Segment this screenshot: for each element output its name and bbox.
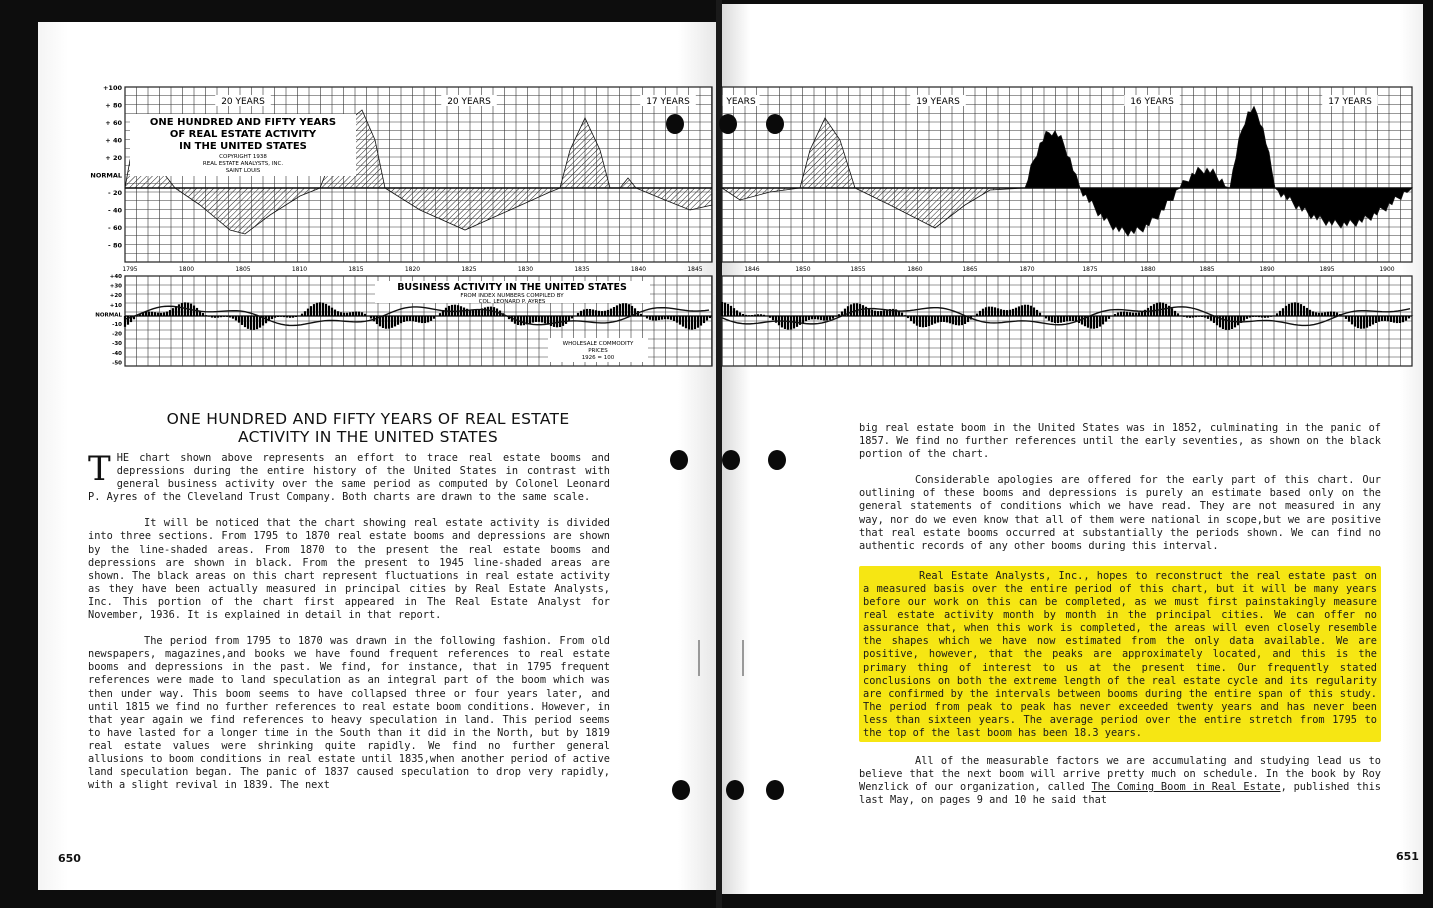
binder-hole bbox=[726, 780, 744, 800]
business-title: BUSINESS ACTIVITY IN THE UNITED STATES bbox=[397, 282, 627, 293]
paragraph-1: HE chart shown above represents an effort to trace real estate booms and depressions during the entire history of the United States in contrast with general business activity over the same period as computed by Colonel Leonard P. Ayres of the Cleveland Trust Company. Both charts are drawn to the same scale. bbox=[88, 452, 610, 504]
right-column bbox=[859, 422, 1381, 820]
y-tick-label: - 20 bbox=[107, 189, 122, 197]
binder-hole bbox=[766, 114, 784, 134]
paragraph-r4 bbox=[859, 755, 1381, 807]
x-tick-label: 1820 bbox=[404, 266, 421, 273]
y-tick-label: +10 bbox=[109, 302, 122, 309]
wholesale-label-2: PRICES bbox=[588, 348, 608, 354]
page-number-left: 650 bbox=[58, 852, 81, 865]
x-tick-label: 1875 bbox=[1082, 266, 1098, 273]
x-tick-label: 1895 bbox=[1319, 266, 1335, 273]
binder-hole bbox=[670, 450, 688, 470]
y-tick-label: NORMAL bbox=[95, 312, 122, 319]
y-tick-label: -50 bbox=[112, 360, 122, 367]
chart-copyright-line2: REAL ESTATE ANALYSTS, INC. bbox=[202, 161, 284, 167]
paragraph-r1: big real estate boom in the United States was in 1852, culminating in the panic of 1857. We find no further references until the early seventies, as shown on the black portion of the chart. bbox=[859, 422, 1381, 461]
x-tick-label: 1800 bbox=[178, 266, 195, 273]
x-tick-label: 1846 bbox=[744, 266, 760, 273]
binder-hole bbox=[766, 780, 784, 800]
drop-cap: T bbox=[88, 449, 111, 489]
y-tick-label: - 60 bbox=[107, 224, 122, 232]
binder-hole bbox=[722, 450, 740, 470]
paragraph-r2: Considerable apologies are offered for the early part of this chart. Our outlining of these booms and depressions is purely an estimate based only on the general statements of conditions which we have read. They are not measured in any way, nor do we even know that all of them were national in scope,but we are positive that real estate booms occurred at substantially the periods shown. We can find no authentic records of any other booms during this interval. bbox=[859, 474, 1381, 552]
x-tick-label: 1885 bbox=[1199, 266, 1215, 273]
article-title-line1: ONE HUNDRED AND FIFTY YEARS OF REAL ESTATE bbox=[166, 410, 570, 428]
x-tick-label: 1860 bbox=[907, 266, 923, 273]
x-tick-label: 1815 bbox=[348, 266, 364, 273]
business-subtitle-2: COL. LEONARD P. AYRES bbox=[478, 299, 546, 305]
y-tick-label: -40 bbox=[112, 350, 122, 357]
y-tick-label: - 80 bbox=[107, 241, 122, 250]
paragraph-r4-end: , published this last May, on pages 9 and 10 he said that bbox=[859, 781, 1381, 807]
x-tick-label: 1850 bbox=[795, 266, 811, 273]
x-tick-label: 1900 bbox=[1379, 266, 1395, 273]
business-subtitle-1: FROM INDEX NUMBERS COMPILED BY bbox=[460, 293, 564, 299]
paragraph-r4-start: All of the measurable factors we are accumulating and studying lead us to believe that the next boom will arrive pretty much on schedule. In the book by Roy Wenzlick of our organization, called bbox=[859, 755, 1381, 794]
binder-mark bbox=[698, 640, 700, 676]
binder-hole bbox=[768, 450, 786, 470]
x-tick-label: 1805 bbox=[235, 266, 251, 273]
chart-title-line2: OF REAL ESTATE ACTIVITY bbox=[169, 129, 317, 140]
real-estate-chart bbox=[0, 0, 1433, 380]
x-tick-label: 1810 bbox=[291, 266, 308, 273]
y-tick-label: -10 bbox=[112, 322, 122, 328]
y-tick-label: + 40 bbox=[105, 136, 122, 145]
x-tick-label: 1855 bbox=[850, 266, 866, 273]
x-tick-label: 1865 bbox=[962, 266, 978, 273]
y-tick-label: -30 bbox=[112, 341, 122, 348]
highlighted-paragraph: Real Estate Analysts, Inc., hopes to reconstruct the real estate past on a measured basis over the entire period of this chart, but it will be many years before our work on this can be completed, as we must first painstakingly measure real estate activity month by month in the principal cities. We can offer no assurance that, when this work is completed, the areas will even closely resemble the shapes which we have now estimated from the only data available. We are positive, however, that the peaks are approximately located, and this is the primary thing of interest to us at the present time. Our frequently stated conclusions on both the extreme length of the real estate cycle and its regularity are confirmed by the intervals between booms during the entire span of this study. The period from peak to peak has never exceeded twenty years and has never been less than sixteen years. The average period over the entire stretch from 1795 to the top of the last boom has been 18.3 years. bbox=[859, 566, 1381, 742]
period-label: 17 YEARS bbox=[646, 97, 690, 107]
page-number-right: 651 bbox=[1396, 850, 1419, 863]
period-label: 20 YEARS bbox=[447, 97, 491, 107]
x-tick-label: 1830 bbox=[517, 266, 534, 273]
x-tick-label: 1840 bbox=[630, 266, 647, 273]
y-tick-label: - 40 bbox=[107, 206, 122, 215]
x-tick-label: 1835 bbox=[574, 266, 590, 273]
y-tick-label: +40 bbox=[109, 274, 122, 280]
binder-mark bbox=[742, 640, 744, 676]
x-tick-label: 1845 bbox=[687, 266, 703, 273]
book-title: The Coming Boom in Real Estate bbox=[1091, 781, 1281, 794]
y-tick-label: +100 bbox=[102, 84, 122, 92]
y-tick-label: + 80 bbox=[105, 101, 122, 110]
binder-hole bbox=[719, 114, 737, 134]
x-tick-label: 1890 bbox=[1259, 266, 1275, 273]
wholesale-label-3: 1926 = 100 bbox=[581, 355, 615, 361]
period-label: 19 YEARS bbox=[916, 97, 960, 107]
y-tick-label: +30 bbox=[109, 283, 122, 290]
binder-hole bbox=[666, 114, 684, 134]
x-tick-label: 1880 bbox=[1140, 266, 1156, 273]
period-label: 17 YEARS bbox=[1328, 97, 1372, 107]
y-tick-label: + 20 bbox=[105, 154, 122, 162]
chart-title-line1: ONE HUNDRED AND FIFTY YEARS bbox=[149, 117, 337, 128]
x-tick-label: 1870 bbox=[1019, 266, 1035, 273]
chart-title-line3: IN THE UNITED STATES bbox=[179, 141, 307, 152]
y-tick-label: -20 bbox=[112, 331, 122, 338]
article-title-line2: ACTIVITY IN THE UNITED STATES bbox=[237, 428, 499, 446]
article-title bbox=[88, 410, 648, 446]
wholesale-label-1: WHOLESALE COMMODITY bbox=[562, 341, 634, 347]
chart-copyright-line1: COPYRIGHT 1938 bbox=[219, 154, 267, 160]
period-label: YEARS bbox=[726, 97, 756, 107]
y-tick-label: +20 bbox=[109, 293, 122, 300]
left-column bbox=[88, 449, 610, 805]
binder-hole bbox=[672, 780, 690, 800]
x-tick-label: 1795 bbox=[122, 266, 138, 273]
period-label: 16 YEARS bbox=[1130, 97, 1174, 107]
y-tick-label: + 60 bbox=[105, 119, 122, 127]
y-tick-label: NORMAL bbox=[90, 171, 122, 180]
period-label: 20 YEARS bbox=[221, 97, 265, 107]
x-tick-label: 1825 bbox=[461, 266, 477, 273]
chart-copyright-line3: SAINT LOUIS bbox=[225, 168, 261, 174]
paragraph-2: It will be noticed that the chart showing real estate activity is divided into three sections. From 1795 to 1870 real estate booms and depressions are shown by the line-shaded areas. From 1870 to the present the real estate booms and depressions are shown in black. From the present to 1945 line-shaded areas are shown. The black areas on this chart represent fluctuations in real estate activity as they have been actually measured in principal cities by Real Estate Analysts, Inc. This portion of the chart first appeared in The Real Estate Analyst for November, 1936. It is explained in detail in that report. bbox=[88, 517, 610, 622]
paragraph-3: The period from 1795 to 1870 was drawn in the following fashion. From old newspapers, magazines,and books we have found frequent references to real estate booms and depressions in the past. We find, for instance, that in 1795 frequent references were made to land speculation as an integral part of the boom which was then under way. This boom seems to have collapsed three or four years later, and until 1815 we find no further references to real estate boom conditions. However, in that year again we find references to heavy speculation in land. This period seems to have lasted for a longer time in the South than it did in the North, but by 1819 real estate values were shrinking quite rapidly. We find no further general allusions to boom conditions in real estate until 1835,when another period of active land speculation began. The panic of 1837 caused speculation to drop very rapidly, with a slight revival in 1839. The next bbox=[88, 635, 610, 792]
